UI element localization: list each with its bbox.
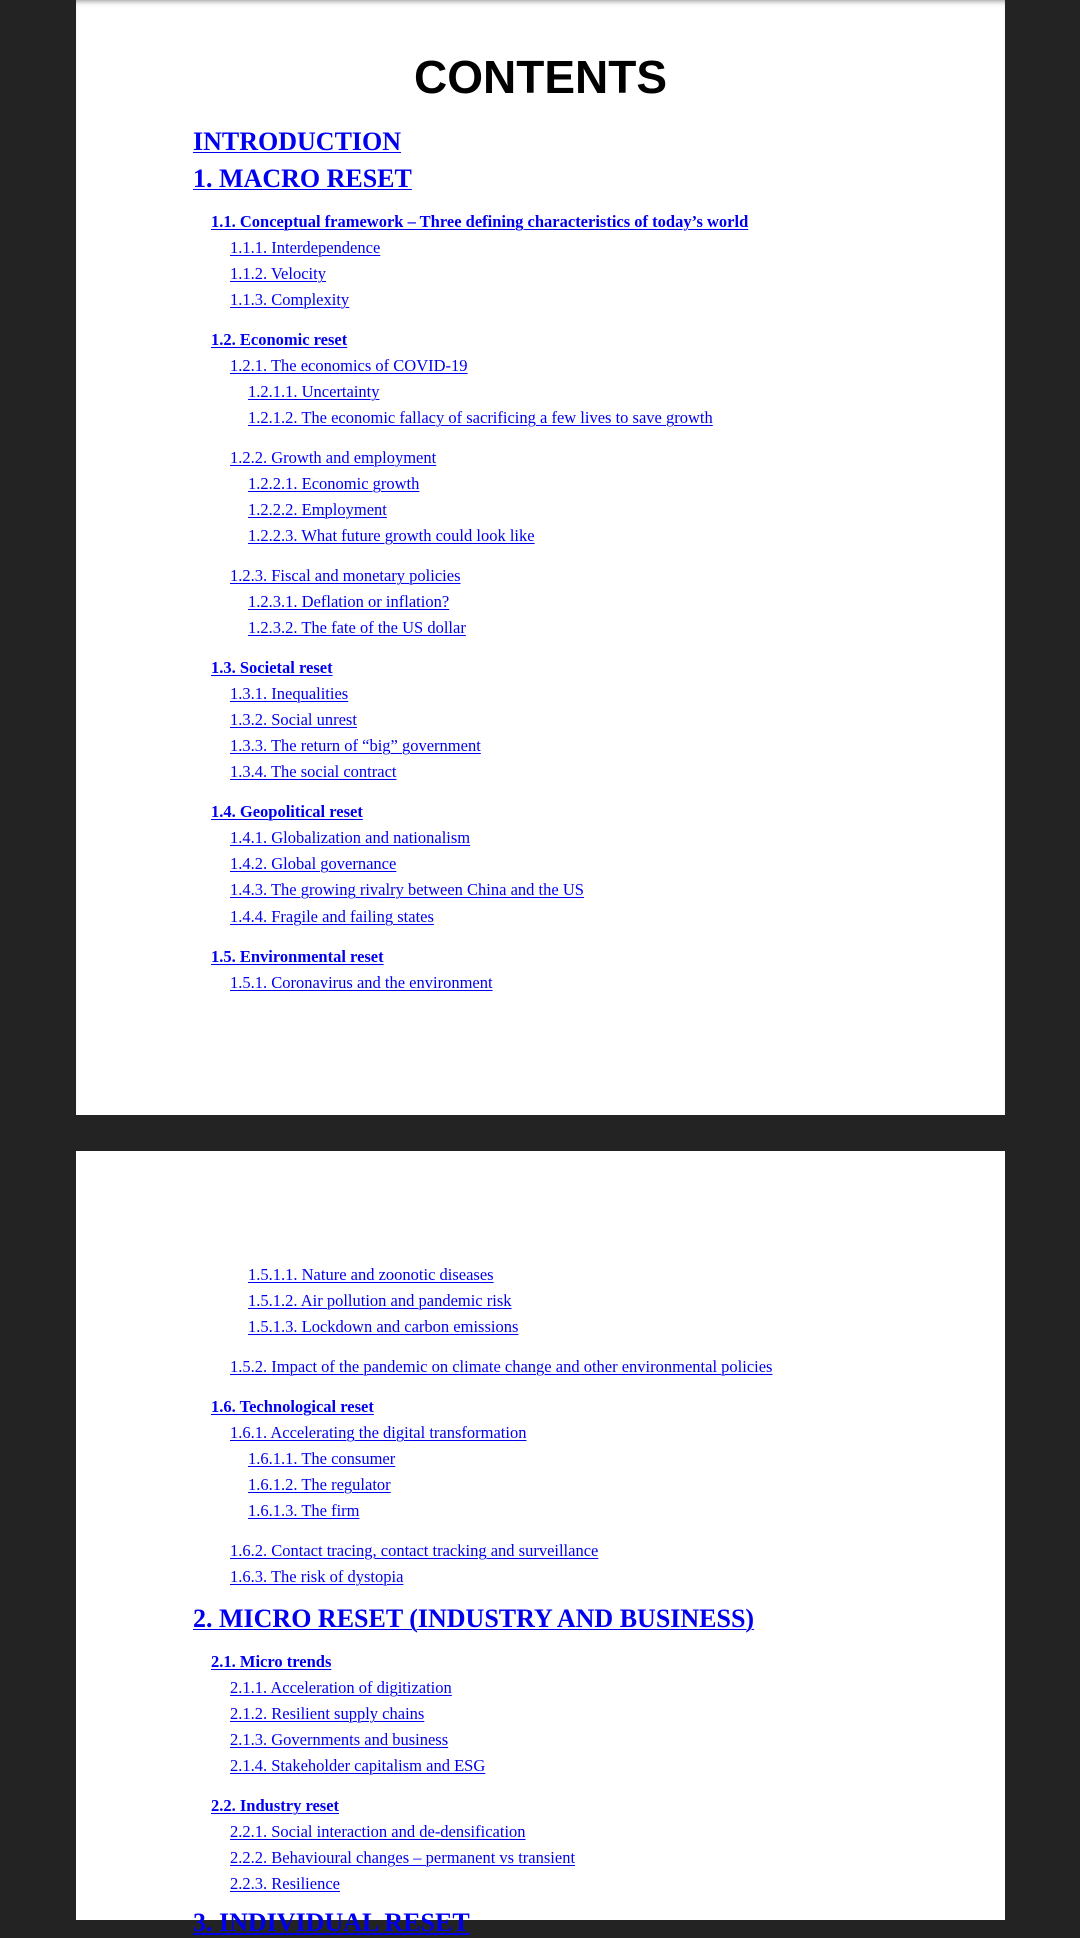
toc-link-level-4[interactable]: 1.6.1.3. The firm [248,1501,360,1520]
toc-link-level-2[interactable]: 1.6. Technological reset [211,1397,374,1416]
toc-link-level-3[interactable]: 1.3.4. The social contract [230,762,397,781]
toc-link-level-1[interactable]: INTRODUCTION [193,127,402,156]
toc-link-level-2[interactable]: 2.2. Industry reset [211,1796,340,1815]
toc-link-level-3[interactable]: 1.4.2. Global governance [230,854,397,873]
toc-link-level-3[interactable]: 1.2.1. The economics of COVID-19 [230,356,468,375]
toc-link-level-3[interactable]: 1.3.2. Social unrest [230,710,357,729]
toc-link-level-3[interactable]: 1.2.2. Growth and employment [230,448,437,467]
toc-link-level-4[interactable]: 1.5.1.2. Air pollution and pandemic risk [248,1291,512,1310]
toc-link-level-3[interactable]: 1.5.1. Coronavirus and the environment [230,973,493,992]
toc-link-level-4[interactable]: 1.6.1.2. The regulator [248,1475,391,1494]
toc-link-level-2[interactable]: 1.2. Economic reset [211,330,348,349]
contents-title: CONTENTS [414,51,667,103]
toc-link-level-3[interactable]: 1.3.3. The return of “big” government [230,736,481,755]
toc-link-level-3[interactable]: 1.1.3. Complexity [230,290,350,309]
toc-link-level-3[interactable]: 1.3.1. Inequalities [230,684,349,703]
document-page-1 [76,0,1005,1115]
toc-link-cut-off[interactable]: 3. INDIVIDUAL RESET [193,1908,470,1937]
toc-link-level-4[interactable]: 1.2.3.2. The fate of the US dollar [248,618,466,637]
toc-link-level-3[interactable]: 1.5.2. Impact of the pandemic on climate change and other environmental policies [230,1357,773,1376]
toc-link-level-3[interactable]: 2.1.3. Governments and business [230,1730,449,1749]
toc-link-level-1[interactable]: 2. MICRO RESET (INDUSTRY AND BUSINESS) [193,1604,755,1633]
toc-link-level-3[interactable]: 2.1.1. Acceleration of digitization [230,1678,452,1697]
toc-link-level-3[interactable]: 1.1.1. Interdependence [230,238,381,257]
toc-link-level-4[interactable]: 1.2.1.2. The economic fallacy of sacrificing a few lives to save growth [248,408,713,427]
toc-link-level-4[interactable]: 1.2.2.3. What future growth could look like [248,526,535,545]
toc-link-level-3[interactable]: 2.1.4. Stakeholder capitalism and ESG [230,1756,486,1775]
toc-link-level-3[interactable]: 1.1.2. Velocity [230,264,326,283]
toc-link-level-3[interactable]: 2.2.1. Social interaction and de-densification [230,1822,526,1841]
toc-link-level-3[interactable]: 1.6.2. Contact tracing, contact tracking and surveillance [230,1541,599,1560]
toc-link-level-4[interactable]: 1.2.3.1. Deflation or inflation? [248,592,450,611]
toc-link-level-3[interactable]: 1.4.1. Globalization and nationalism [230,828,471,847]
toc-link-level-3[interactable]: 1.6.1. Accelerating the digital transformation [230,1423,527,1442]
toc-link-level-2[interactable]: 1.4. Geopolitical reset [211,802,363,821]
toc-link-level-3[interactable]: 1.4.3. The growing rivalry between China and the US [230,880,584,899]
toc-link-level-2[interactable]: 1.1. Conceptual framework – Three defining characteristics of today’s world [211,212,749,231]
toc-link-level-3[interactable]: 2.2.2. Behavioural changes – permanent vs transient [230,1848,576,1867]
toc-link-level-4[interactable]: 1.5.1.1. Nature and zoonotic diseases [248,1265,494,1284]
toc-link-level-4[interactable]: 1.5.1.3. Lockdown and carbon emissions [248,1317,519,1336]
toc-link-level-2[interactable]: 1.3. Societal reset [211,658,333,677]
toc-link-level-2[interactable]: 1.5. Environmental reset [211,947,384,966]
toc-link-level-2[interactable]: 2.1. Micro trends [211,1652,332,1671]
toc-link-level-4[interactable]: 1.2.2.1. Economic growth [248,474,420,493]
toc-link-level-3[interactable]: 1.2.3. Fiscal and monetary policies [230,566,461,585]
toc-link-level-4[interactable]: 1.2.1.1. Uncertainty [248,382,380,401]
toc-link-level-3[interactable]: 1.6.3. The risk of dystopia [230,1567,404,1586]
toc-link-level-1[interactable]: 1. MACRO RESET [193,164,412,193]
toc-link-level-3[interactable]: 1.4.4. Fragile and failing states [230,907,434,926]
toc-link-level-3[interactable]: 2.2.3. Resilience [230,1874,340,1893]
document-page-2 [76,1151,1005,1937]
toc-link-level-4[interactable]: 1.2.2.2. Employment [248,500,387,519]
toc-link-level-4[interactable]: 1.6.1.1. The consumer [248,1449,396,1468]
toc-link-level-3[interactable]: 2.1.2. Resilient supply chains [230,1704,425,1723]
